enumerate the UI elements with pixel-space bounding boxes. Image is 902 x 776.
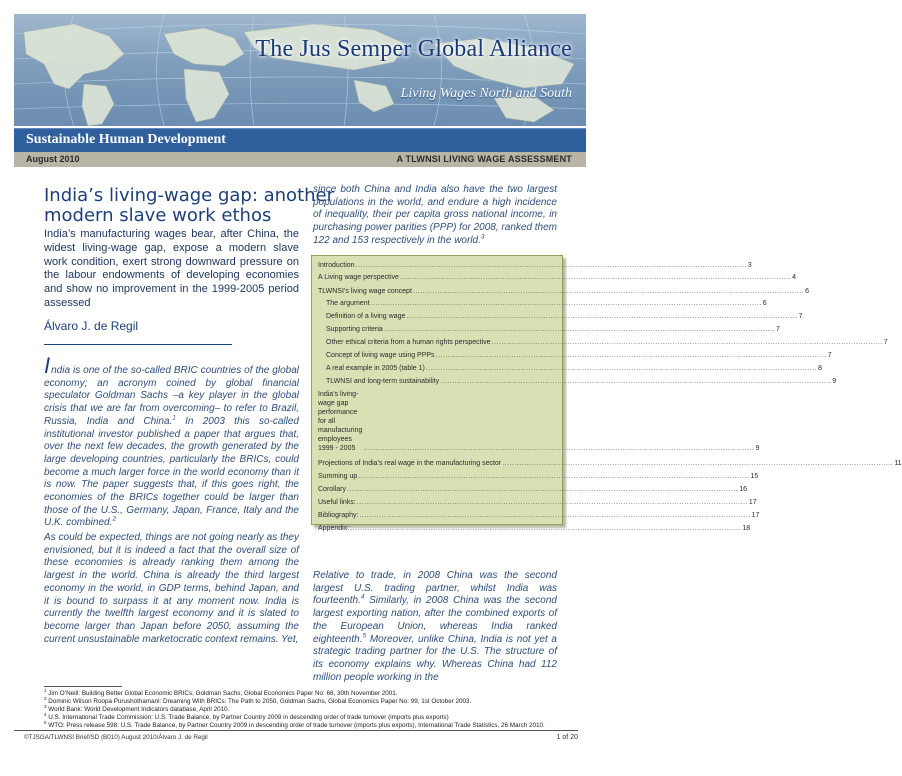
footnote-text: WTO: Press release 598: U.S. Trade Balance, by Partner Country 2009 in descending order of trade turnover (imports plus exports), International Trade Statistics, 26 March 2010.: [46, 722, 545, 729]
toc-item-page: 17: [748, 499, 757, 506]
footnote-number: 2: [44, 695, 47, 701]
toc-item-label: Definition of a living wage: [326, 313, 406, 320]
footnote-number: 3: [44, 703, 47, 709]
toc-item[interactable]: [318, 485, 747, 494]
series-title: Sustainable Human Development: [26, 132, 226, 147]
toc-item[interactable]: [318, 390, 760, 453]
toc-item-label: Other ethical criteria from a human rights perspective: [326, 339, 491, 346]
toc-item-page: 18: [742, 525, 751, 532]
body-paragraph: As could be expected, things are not going nearly as they envisioned, but it is indeed a fact that the overall size of these economies is already ranking them among the largest in the world. China is already the third largest economy in the world, in GDP terms, behind Japan, and it is bound to surpass it at any moment now. India is currently the twelfth largest economy and it is slated to become larger than Japan before 2050, assuming the current unsustainable marketocratic context remains. Yet,: [44, 532, 299, 645]
article-subtitle: India’s manufacturing wages bear, after China, the widest living-wage gap, expose a modern slave work condition, exert strong downward pressure on the labour endowments of developing economies and show no improvement in the 1999-2005 period assessed: [44, 228, 299, 309]
toc-item-label: Projections of India’s real wage in the manufacturing sector: [318, 460, 502, 467]
toc-item[interactable]: [318, 338, 888, 347]
toc-item[interactable]: [318, 273, 797, 282]
footnote-number: 1: [44, 687, 47, 693]
paragraph-text: In 2003 this so-called institutional investor published a paper that argues that, over the next few decades, the growth generated by the large developing countries, particularly the BRICs, could become a much larger force in the world economy than it is now. The paper suggests that, if this goes right, the economies of the BRICs together could be larger than those of the U.S., Germany, Japan, France, Italy and the U.K. combined.: [44, 415, 299, 529]
toc-leader: ................................................................................................................................................................: [383, 326, 775, 333]
toc-item-page: 6: [805, 288, 809, 295]
toc-leader: ................................................................................................................................................................: [425, 365, 818, 372]
footnote: [44, 711, 558, 722]
toc-item[interactable]: [318, 261, 752, 270]
footnote-ref[interactable]: 4: [360, 594, 365, 602]
toc-leader: ................................................................................................................................................................: [350, 525, 742, 532]
toc-item-label: Corollary: [318, 486, 347, 493]
toc-item[interactable]: [318, 459, 902, 468]
toc-item[interactable]: [318, 472, 759, 481]
toc-leader: ................................................................................................................................................................: [399, 274, 792, 281]
toc-leader: ................................................................................................................................................................: [412, 288, 805, 295]
toc-item-page: 3: [747, 262, 752, 269]
footnote-text: World Bank: World Development Indicators database, April 2010.: [46, 706, 230, 713]
paragraph-text: ndia is one of the so-called BRIC countries of the global economy; an acronym coined by global financial speculator Goldman Sachs –a key player in the global crisis that we are far from overcoming– to refer to Brazil, Russia, India and China.: [44, 365, 299, 427]
toc-item[interactable]: [318, 511, 760, 520]
toc-item-label: Summing up: [318, 473, 358, 480]
toc-leader: ................................................................................................................................................................: [356, 499, 748, 506]
toc-item[interactable]: [318, 498, 757, 507]
page-number: 1 of 20: [556, 734, 578, 741]
paragraph-text: Relative to trade, in 2008 China was the second largest U.S. trading partner, whilst India was fourteenth.: [313, 570, 557, 607]
toc-item-label: A real example in 2005 (table 1): [326, 365, 425, 372]
toc-item[interactable]: [318, 299, 767, 308]
toc-item-label: TLWNSI’s living wage concept: [318, 288, 412, 295]
world-map-graphic: [14, 14, 586, 126]
toc-item-page: 9: [832, 378, 837, 385]
toc-item[interactable]: [318, 524, 751, 533]
article-title-line: India’s living-wage gap: another: [44, 185, 335, 206]
toc-leader: ................................................................................................................................................................: [363, 445, 755, 452]
article-title: [44, 185, 335, 226]
toc-leader: ................................................................................................................................................................: [358, 473, 750, 480]
footnote-number: 4: [44, 711, 47, 717]
toc-item-page: 6: [762, 300, 767, 307]
footnote: [44, 719, 558, 730]
footnote-ref[interactable]: 3: [480, 233, 485, 241]
footnote-text: U.S. International Trade Commission: U.S. Trade Balance, by Partner Country 2009 in descending order of trade turnover (imports plus exports): [46, 714, 449, 721]
toc-item-page: 7: [883, 339, 888, 346]
footnote-ref[interactable]: 1: [172, 414, 176, 422]
toc-item-label: India’s living-wage gap performance for all manufacturing employees 1999 - 2005: [318, 391, 363, 452]
body-paragraph: [313, 184, 557, 248]
author-divider: [44, 344, 232, 345]
toc-item-label: The argument: [326, 300, 370, 307]
footnote: [44, 703, 558, 714]
footer-copyright: ©TJSGA/TLWNSI Brief/SD (B010) August 2010/Álvaro J. de Regil: [24, 734, 208, 741]
footnotes: [44, 687, 558, 730]
toc-list: [318, 261, 902, 537]
paragraph-text: Similarly, in 2008 China was the second largest exporting nation, after the combined exports of the European Union, whereas India ranked eighteenth.: [313, 595, 557, 645]
toc-item-page: 7: [775, 326, 780, 333]
toc-item-page: 7: [827, 352, 832, 359]
meta-bar: [14, 152, 586, 167]
toc-item-label: Bibliography:: [318, 512, 359, 519]
table-of-contents: [311, 255, 902, 532]
issue-date: August 2010: [26, 154, 80, 164]
toc-item-page: 7: [798, 313, 803, 320]
toc-item-page: 8: [818, 365, 822, 372]
header-banner: [14, 14, 586, 126]
footnote-divider: [44, 686, 122, 687]
series-bar: [14, 128, 586, 153]
toc-leader: ................................................................................................................................................................: [347, 486, 739, 493]
toc-item[interactable]: [318, 351, 832, 360]
toc-item-label: TLWNSI and long-term sustainability: [326, 378, 440, 385]
article-title-line: modern slave work ethos: [44, 205, 272, 226]
footnote-text: Jim O’Neill: Building Better Global Economic BRICs, Goldman Sachs, Global Economics Paper No: 66, 30th November 2001.: [46, 690, 398, 697]
toc-item[interactable]: [318, 325, 780, 334]
toc-leader: ................................................................................................................................................................: [370, 300, 762, 307]
toc-item[interactable]: [318, 377, 837, 386]
body-paragraph: [313, 570, 557, 684]
footnote-number: 5: [44, 719, 47, 725]
toc-item-label: A Living wage perspective: [318, 274, 399, 281]
toc-leader: ................................................................................................................................................................: [359, 512, 751, 519]
intro-paragraph: [44, 353, 299, 530]
toc-item-label: Concept of living wage using PPPs: [326, 352, 435, 359]
drop-cap: I: [44, 353, 51, 378]
toc-item-label: Supporting criteria: [326, 326, 383, 333]
toc-leader: ................................................................................................................................................................: [435, 352, 827, 359]
footnote-text: Dominic Wilson Roopa Purushothamanl: Dreaming With BRICs: The Path to 2050, Goldman Sachs, Global Economics Paper No: 99, 1st October 2003.: [46, 698, 472, 705]
banner-title: The Jus Semper Global Alliance: [255, 36, 572, 62]
author-name: Álvaro J. de Regil: [44, 319, 139, 333]
toc-leader: ................................................................................................................................................................: [440, 378, 832, 385]
toc-item-page: 4: [792, 274, 797, 281]
toc-item[interactable]: [318, 364, 822, 373]
footnote-ref[interactable]: 2: [112, 516, 116, 524]
toc-item[interactable]: [318, 287, 809, 296]
toc-item[interactable]: [318, 312, 803, 321]
toc-item-label: Introduction: [318, 262, 355, 269]
page-footer: [14, 730, 578, 741]
toc-item-page: 17: [751, 512, 760, 519]
banner-subtitle: Living Wages North and South: [400, 86, 572, 101]
toc-item-label: Useful links:: [318, 499, 356, 506]
footnote-ref[interactable]: 5: [362, 632, 367, 640]
document-kind: A TLWNSI LIVING WAGE ASSESSMENT: [396, 154, 572, 164]
toc-item-page: 15: [750, 473, 759, 480]
toc-leader: ................................................................................................................................................................: [502, 460, 894, 467]
paragraph-text: Moreover, unlike China, India is not yet a strategic trading partner for the U.S. The structure of its economy explains why. Whereas China had 112 million people working in the: [313, 633, 557, 683]
paragraph-text: since both China and India also have the two largest populations in the world, and endure a high incidence of inequality, their per capita gross national income, in purchasing power parities (PPP) for 2008, ranked them 122 and 153 respectively in the world.: [313, 184, 558, 246]
toc-leader: ................................................................................................................................................................: [406, 313, 798, 320]
toc-item-page: 9: [755, 445, 760, 452]
toc-item-page: 11: [894, 460, 902, 467]
toc-leader: ................................................................................................................................................................: [491, 339, 883, 346]
toc-leader: ................................................................................................................................................................: [355, 262, 747, 269]
footnote: [44, 687, 558, 698]
footnote: [44, 695, 558, 706]
toc-item-label: Appendix:: [318, 525, 350, 532]
toc-item-page: 16: [739, 486, 747, 493]
